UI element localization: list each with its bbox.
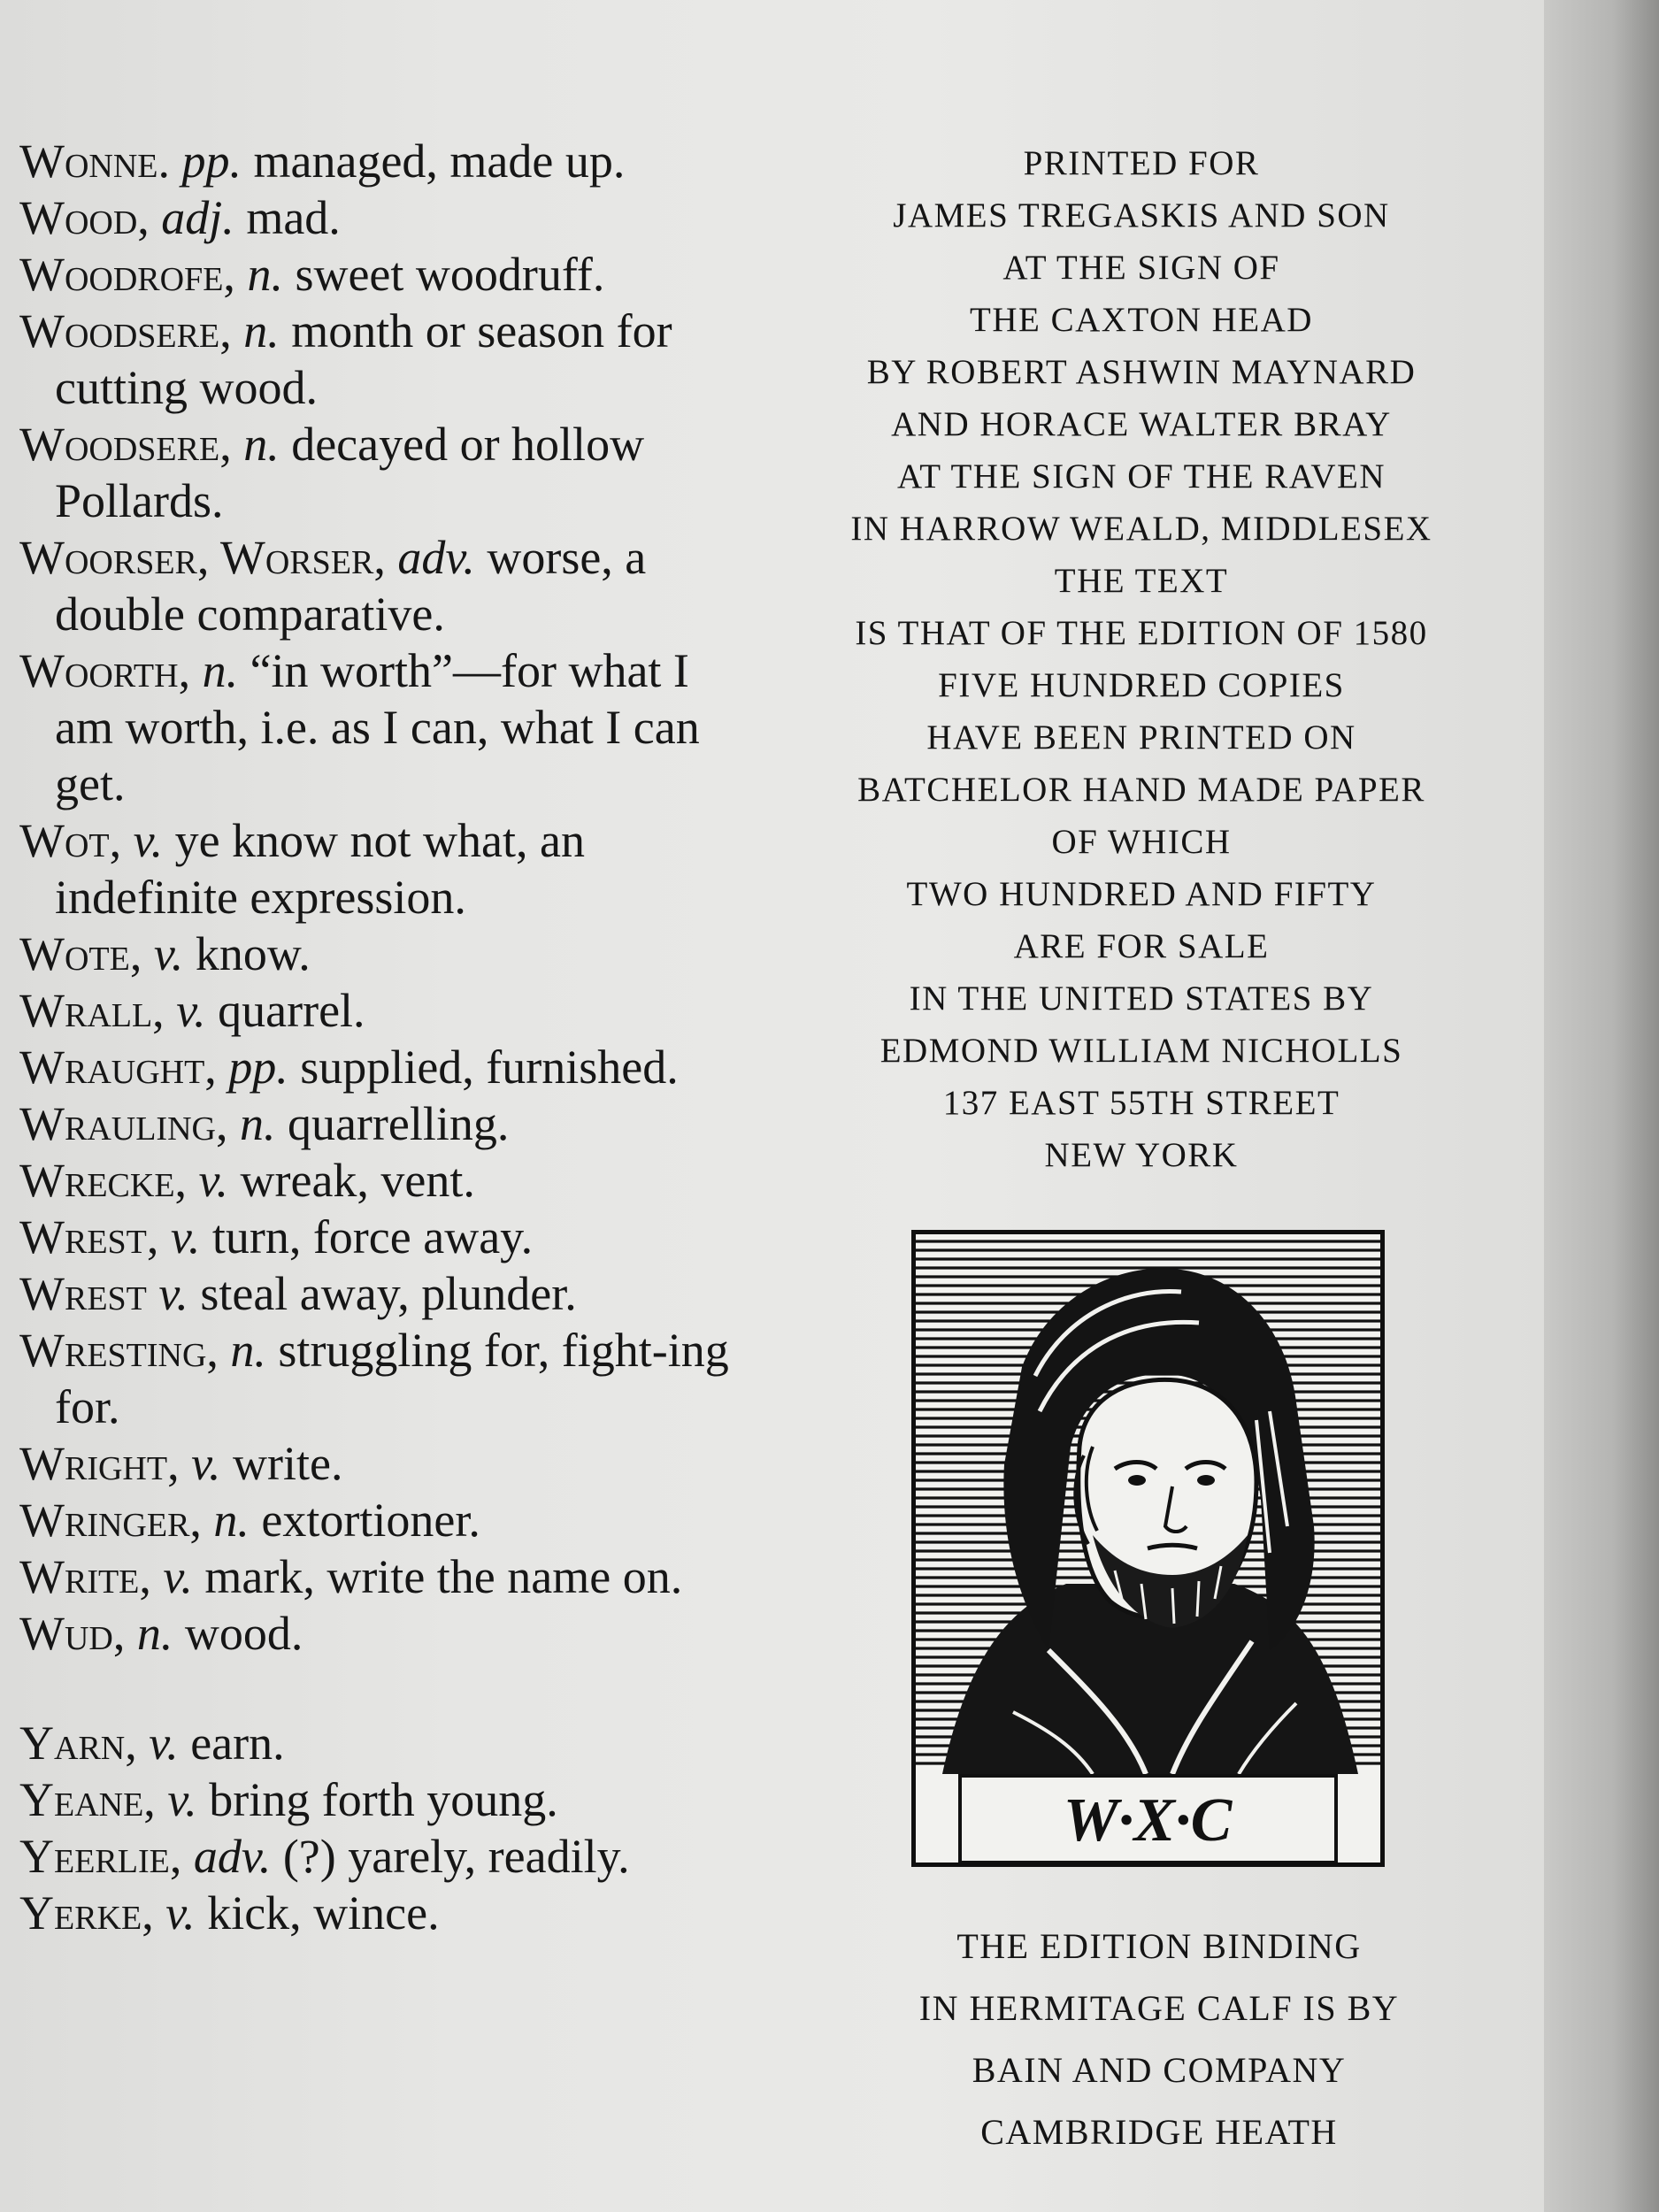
entry-definition: kick, wince. (207, 1886, 440, 1939)
colophon-line: THE CAXTON HEAD (970, 301, 1313, 339)
glossary-entry (0, 246, 743, 303)
entry-headword: Woodsere, (19, 304, 232, 357)
glossary-entry (0, 982, 743, 1039)
entry-part-of-speech: n. (243, 418, 280, 471)
entry-definition: wood. (184, 1607, 303, 1660)
colophon-line: IN THE UNITED STATES BY (909, 979, 1374, 1018)
entry-headword: Yarn, (19, 1717, 137, 1770)
entry-part-of-speech: n. (239, 1097, 276, 1150)
entry-definition: extortioner. (261, 1494, 480, 1547)
colophon-line: IS THAT OF THE EDITION OF 1580 (855, 614, 1428, 652)
colophon-line: JAMES TREGASKIS AND SON (893, 196, 1390, 234)
entry-headword: Wresting, (19, 1324, 219, 1377)
glossary-entry (0, 1265, 743, 1322)
entry-part-of-speech: v. (170, 1210, 201, 1263)
colophon-line: OF WHICH (1051, 823, 1232, 861)
binding-line: CAMBRIDGE HEATH (980, 2112, 1338, 2152)
entry-part-of-speech: v. (167, 1773, 197, 1826)
colophon-line: BY ROBERT ASHWIN MAYNARD (866, 353, 1417, 391)
entry-definition: turn, force away. (211, 1210, 534, 1263)
colophon-line: AT THE SIGN OF (1002, 249, 1280, 287)
entry-headword: Woodrofe, (19, 248, 235, 301)
glossary-entry (0, 1435, 743, 1492)
entry-headword: Yeane, (19, 1773, 156, 1826)
entry-definition: quarrelling. (287, 1097, 510, 1150)
entry-headword: Wrauling, (19, 1097, 228, 1150)
glossary-entry (0, 926, 743, 982)
entry-definition: managed, made up. (253, 134, 626, 188)
entry-definition: wreak, vent. (240, 1154, 475, 1207)
entry-headword: Wright, (19, 1437, 180, 1490)
entry-part-of-speech: v. (153, 927, 184, 980)
entry-headword: Wrest (19, 1267, 147, 1320)
glossary-entry (0, 1039, 743, 1095)
colophon-line: FIVE HUNDRED COPIES (938, 666, 1345, 704)
glossary-entry (0, 642, 743, 812)
entry-part-of-speech: v. (149, 1717, 179, 1770)
entry-definition: month or season for cutting wood. (55, 304, 672, 414)
glossary-entry (0, 529, 743, 642)
entry-part-of-speech: v. (191, 1437, 221, 1490)
colophon (779, 137, 1504, 1181)
entry-part-of-speech: v. (165, 1886, 196, 1939)
glossary-entry (0, 1885, 743, 1941)
entry-definition: worse, a double comparative. (55, 531, 647, 641)
entry-part-of-speech: v. (176, 984, 206, 1037)
entry-part-of-speech: n. (247, 248, 283, 301)
entry-headword: Woorth, (19, 644, 191, 697)
entry-part-of-speech: adj. (161, 191, 234, 244)
entry-part-of-speech: n. (202, 644, 239, 697)
entry-part-of-speech: pp. (228, 1041, 288, 1094)
entry-part-of-speech: n. (230, 1324, 266, 1377)
caxton-woodcut-portrait (911, 1230, 1385, 1867)
glossary-entry (0, 303, 743, 416)
glossary-entry (0, 1605, 743, 1662)
entry-part-of-speech: n. (243, 304, 280, 357)
colophon-line: AND HORACE WALTER BRAY (891, 405, 1392, 443)
glossary-entry (0, 133, 743, 189)
page-edge-shadow (1544, 0, 1659, 2212)
entry-part-of-speech: adv. (397, 531, 475, 584)
colophon-line: NEW YORK (1044, 1136, 1239, 1174)
binding-line: BAIN AND COMPANY (972, 2050, 1347, 2090)
glossary-w-list (0, 133, 743, 1662)
entry-definition: (?) yarely, readily. (282, 1830, 630, 1883)
entry-headword: Wud, (19, 1607, 126, 1660)
entry-headword: Wringer, (19, 1494, 202, 1547)
glossary-entry (0, 1828, 743, 1885)
entry-part-of-speech: n. (136, 1607, 173, 1660)
entry-definition: “in worth”—for what I am worth, i.e. as I can, what I can get. (55, 644, 700, 810)
entry-headword: Write, (19, 1550, 151, 1603)
colophon-line: 137 EAST 55TH STREET (942, 1084, 1340, 1122)
entry-definition: supplied, furnished. (300, 1041, 679, 1094)
colophon-line: HAVE BEEN PRINTED ON (926, 718, 1356, 757)
entry-definition: struggling for, fight-ing for. (55, 1324, 729, 1433)
colophon-line: THE TEXT (1054, 562, 1229, 600)
glossary-entry (0, 1715, 743, 1771)
section-gap (0, 1662, 743, 1715)
entry-part-of-speech: v. (133, 814, 164, 867)
glossary-column (0, 133, 743, 1941)
glossary-entry (0, 189, 743, 246)
entry-headword: Wrest, (19, 1210, 159, 1263)
entry-definition: know. (195, 927, 311, 980)
glossary-entry (0, 1771, 743, 1828)
colophon-line: AT THE SIGN OF THE RAVEN (896, 457, 1386, 495)
entry-part-of-speech: v. (163, 1550, 193, 1603)
colophon-line: IN HARROW WEALD, MIDDLESEX (850, 510, 1432, 548)
colophon-line: PRINTED FOR (1023, 144, 1260, 182)
entry-definition: sweet woodruff. (295, 248, 605, 301)
entry-headword: Wrecke, (19, 1154, 188, 1207)
entry-headword: Wote, (19, 927, 142, 980)
entry-headword: Woodsere, (19, 418, 232, 471)
woodcut-image (916, 1234, 1380, 1863)
entry-headword: Wood, (19, 191, 150, 244)
entry-headword: Woorser, Worser, (19, 531, 386, 584)
entry-part-of-speech: v. (198, 1154, 228, 1207)
glossary-entry (0, 1492, 743, 1548)
glossary-entry (0, 1152, 743, 1209)
glossary-y-list (0, 1715, 743, 1941)
entry-headword: Wrall, (19, 984, 165, 1037)
binding-line: IN HERMITAGE CALF IS BY (918, 1988, 1400, 2028)
entry-definition: mark, write the name on. (204, 1550, 683, 1603)
entry-definition: ye know not what, an indefinite expression. (55, 814, 585, 924)
glossary-entry (0, 1209, 743, 1265)
entry-headword: Wraught, (19, 1041, 217, 1094)
monogram: W·X·C (1063, 1786, 1233, 1855)
binding-note (779, 1916, 1540, 2163)
entry-headword: Wot, (19, 814, 122, 867)
entry-definition: decayed or hollow Pollards. (55, 418, 645, 527)
entry-headword: Yeerlie, (19, 1830, 182, 1883)
glossary-entry (0, 1095, 743, 1152)
colophon-line: BATCHELOR HAND MADE PAPER (857, 771, 1425, 809)
entry-part-of-speech: v. (158, 1267, 188, 1320)
glossary-entry (0, 1548, 743, 1605)
entry-headword: Yerke, (19, 1886, 154, 1939)
entry-headword: Wonne. (19, 134, 171, 188)
glossary-entry (0, 812, 743, 926)
entry-part-of-speech: n. (213, 1494, 250, 1547)
colophon-line: ARE FOR SALE (1013, 927, 1270, 965)
entry-definition: bring forth young. (209, 1773, 558, 1826)
entry-definition: write. (233, 1437, 343, 1490)
entry-definition: earn. (190, 1717, 285, 1770)
colophon-line: TWO HUNDRED AND FIFTY (906, 875, 1377, 913)
entry-part-of-speech: adv. (193, 1830, 272, 1883)
entry-definition: steal away, plunder. (200, 1267, 577, 1320)
entry-definition: quarrel. (218, 984, 365, 1037)
entry-definition: mad. (246, 191, 341, 244)
colophon-line: EDMOND WILLIAM NICHOLLS (879, 1032, 1403, 1070)
glossary-entry (0, 1322, 743, 1435)
binding-line: THE EDITION BINDING (956, 1926, 1362, 1966)
glossary-entry (0, 416, 743, 529)
entry-part-of-speech: pp. (181, 134, 242, 188)
